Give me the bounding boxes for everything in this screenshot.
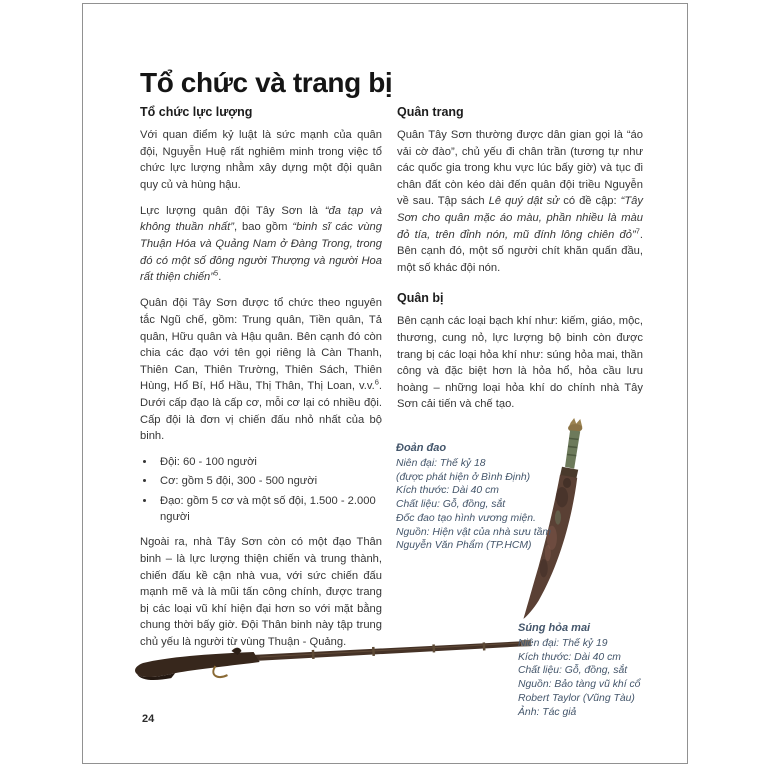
text-run: “binh sĩ các vùng Thuận Hóa và Quảng Nam ở Đàng Trong, trong đó có một số đông người Thượng và người Hoa rất thiện chiến” <box>140 221 382 284</box>
caption-line: Nguồn: Hiện vật của nhà sưu tầm <box>396 526 552 538</box>
dao-caption <box>396 442 554 553</box>
musket-caption-title: Súng hỏa mai <box>518 622 591 634</box>
text-run: Lực lượng quân đội Tây Sơn là <box>140 204 325 217</box>
text-run: . <box>218 271 222 284</box>
section-heading-to-chuc-luc-luong: Tổ chức lực lượng <box>140 105 253 119</box>
caption-line: Robert Taylor (Vũng Tàu) <box>518 692 635 704</box>
paragraph <box>140 295 382 444</box>
text-run: Quân đội Tây Sơn được tổ chức theo nguyên tắc Ngũ chế, gồm: Trung quân, Tiền quân, Tả quân, Hữu quân và Hậu quân. Bên cạnh đó còn chia các đạo với tên gọi riêng là Càn Thanh, Thiên Can, Thiên Trường, Thiên Sách, Thiên Hùng, Hổ Bí, Hổ Hầu, Thị Thân, Thị Loan, v.v. <box>140 297 382 393</box>
section-heading-quan-bi: Quân bị <box>397 291 444 306</box>
text-run: , bao gồm <box>233 221 293 234</box>
musket-photo <box>131 634 533 684</box>
text-run: 7 <box>635 225 640 235</box>
text-run: có đề cập: <box>559 195 621 208</box>
right-column <box>397 105 643 422</box>
dao-caption-lines <box>396 457 554 553</box>
text-run: Quân Tây Sơn thường được dân gian gọi là “áo vải cờ đào”, chủ yếu đi chân trần (tương tự như các quốc gia trong khu vực lúc bấy giờ) và tục đi chân đất còn kéo dài đến quân đội triều Nguyễn về sau. Tập sách <box>397 129 643 208</box>
book-page <box>82 3 688 764</box>
caption-line: Chất liệu: Gỗ, đồng, sắt <box>518 665 628 677</box>
caption-line: Chất liệu: Gỗ, đồng, sắt <box>396 499 506 511</box>
text-run: 6 <box>374 377 379 387</box>
text-run: Lê quý dật sử <box>488 195 560 208</box>
caption-line: Niên đại: Thế kỷ 18 <box>396 458 486 469</box>
bullet-item: • Đội: 60 - 100 người <box>156 454 382 470</box>
page-title: Tổ chức và trang bị <box>140 66 393 98</box>
text-run: 5 <box>214 268 219 278</box>
page-number: 24 <box>142 713 155 725</box>
text-run: . Bên cạnh đó, một số người chít khăn quấn đầu, một số khác đội nón. <box>397 228 643 274</box>
musket-illustration <box>131 634 533 684</box>
paragraph <box>140 203 382 286</box>
caption-line: Kích thước: Dài 40 cm <box>518 651 621 663</box>
caption-line: Nguồn: Bảo tàng vũ khí cổ <box>518 679 641 691</box>
caption-line: Nguyễn Văn Phẩm (TP.HCM) <box>396 540 532 552</box>
bullet-item: • Đạo: gồm 5 cơ và một số đội, 1.500 - 2.000 người <box>156 493 382 526</box>
paragraph: Ngoài ra, nhà Tây Sơn còn có một đạo Thân binh – là lực lượng thiện chiến và trung thành, chiến đấu kề cận nhà vua, với sức chiến đấu mạnh mẽ và là mũi tấn công chính, được trang bị các loại vũ khí hiện đại hơn so với mặt bằng chung thời bấy giờ. Đội Thân binh này tập trung chủ yếu là người từ vùng Thuận - Quảng. <box>140 536 382 648</box>
text-run: “đa tạp và không thuần nhất” <box>140 204 382 234</box>
caption-line: Kích thước: Dài 40 cm <box>396 485 499 497</box>
paragraph <box>397 127 643 276</box>
dao-caption-title: Đoản đao <box>396 442 447 454</box>
section-heading-quan-trang: Quân trang <box>397 105 464 119</box>
musket-caption-lines <box>518 637 668 719</box>
caption-line: (được phát hiện ở Bình Định) <box>396 471 531 483</box>
bullet-item: • Cơ: gồm 5 đội, 300 - 500 người <box>156 473 382 489</box>
paragraph: Bên cạnh các loại bạch khí như: kiếm, giáo, mộc, thương, cung nỏ, lực lượng bộ binh còn được trang bị các loại hỏa khí như: súng hỏa mai, thần công và đặc biệt hơn là hỏa hổ, hỏa cầu lưu hoàng – những loại hỏa khí do chính nhà Tây Sơn cải tiến và chế tạo. <box>397 315 643 411</box>
musket-caption <box>518 622 668 719</box>
caption-line: Niên đại: Thế kỷ 19 <box>518 638 608 649</box>
caption-line: Ảnh: Tác giả <box>518 706 577 718</box>
unit-size-bullet-list <box>140 454 382 525</box>
caption-line: Đốc đao tạo hình vương miện. <box>396 512 536 524</box>
paragraph: Với quan điểm kỷ luật là sức mạnh của quân đội, Nguyễn Huệ rất nghiêm minh trong việc tổ chức lực lượng nhằm xây dựng một đội quân quy củ và hùng hậu. <box>140 129 382 191</box>
left-column <box>140 105 382 660</box>
text-run: . Dưới cấp đạo là cấp cơ, mỗi cơ lại có nhiều đội. Cấp đội là đơn vị chiến đấu nhỏ nhất của bộ binh. <box>140 380 382 443</box>
text-run: “Tây Sơn cho quân mặc áo màu, phần nhiều là màu đỏ tía, trên đỉnh nón, mũ đính lông chiên đỏ” <box>397 195 643 241</box>
